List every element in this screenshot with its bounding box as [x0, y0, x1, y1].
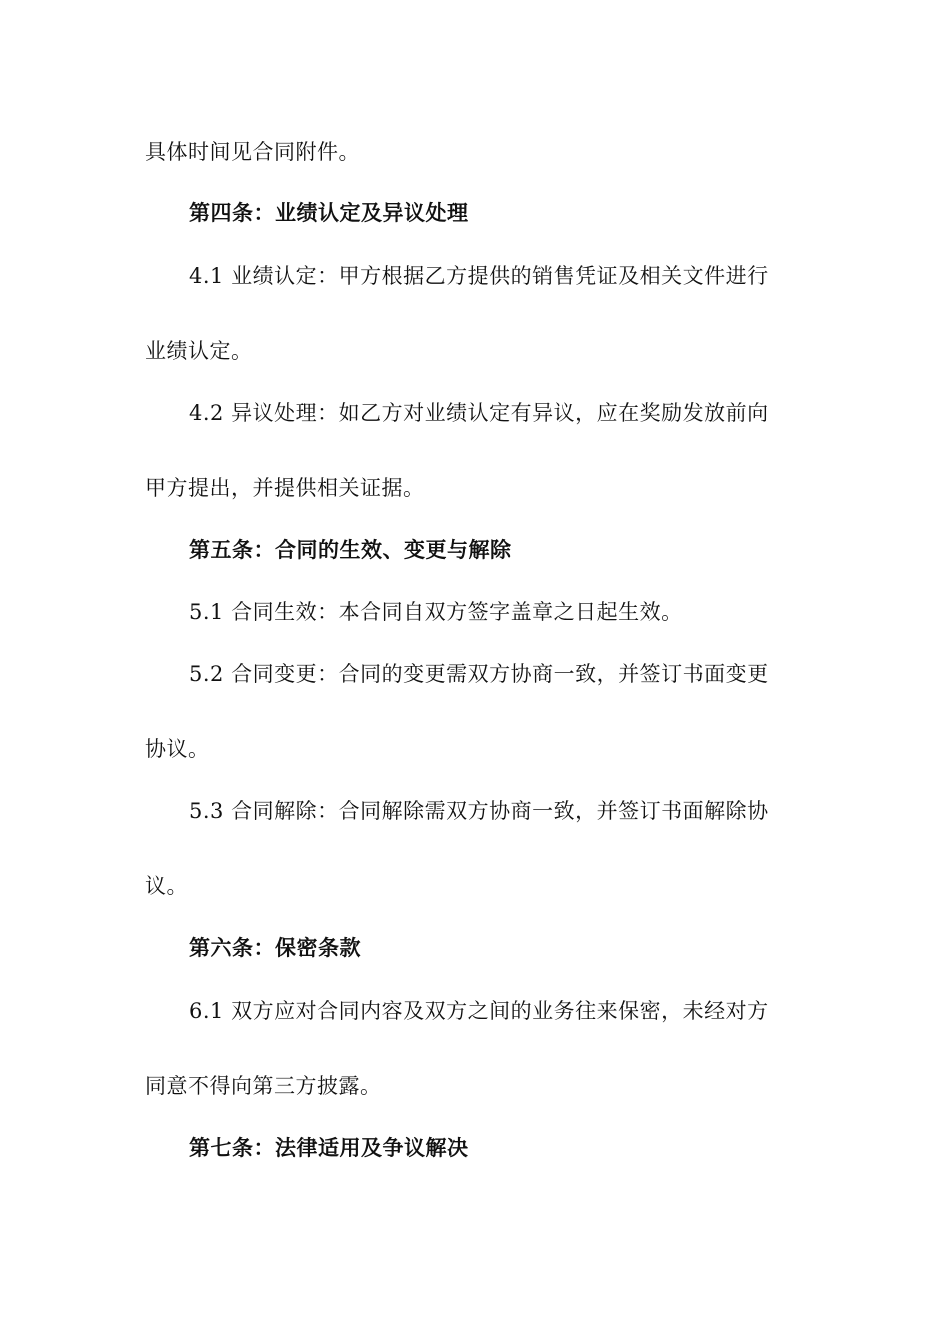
clause-4-1-line-2: 业绩认定。 [145, 339, 253, 363]
clause-5-3-line-2: 议。 [145, 874, 188, 898]
clause-5-2-line-2: 协议。 [145, 737, 210, 761]
article-4-heading: 第四条：业绩认定及异议处理 [189, 201, 469, 225]
clause-5-3-line-1: 5.3 合同解除：合同解除需双方协商一致，并签订书面解除协 [189, 799, 769, 823]
clause-6-1-line-1: 6.1 双方应对合同内容及双方之间的业务往来保密，未经对方 [189, 999, 769, 1023]
clause-4-1-line-1: 4.1 业绩认定：甲方根据乙方提供的销售凭证及相关文件进行 [189, 264, 769, 288]
clause-6-1-line-2: 同意不得向第三方披露。 [145, 1074, 382, 1098]
article-5-heading: 第五条：合同的生效、变更与解除 [189, 538, 512, 562]
clause-5-1: 5.1 合同生效：本合同自双方签字盖章之日起生效。 [189, 600, 683, 624]
clause-4-2-line-1: 4.2 异议处理：如乙方对业绩认定有异议，应在奖励发放前向 [189, 401, 769, 425]
paragraph-continuation: 具体时间见合同附件。 [145, 140, 360, 164]
article-6-heading: 第六条：保密条款 [189, 936, 361, 960]
clause-4-2-line-2: 甲方提出，并提供相关证据。 [145, 476, 425, 500]
article-7-heading: 第七条：法律适用及争议解决 [189, 1136, 469, 1160]
clause-5-2-line-1: 5.2 合同变更：合同的变更需双方协商一致，并签订书面变更 [189, 662, 769, 686]
